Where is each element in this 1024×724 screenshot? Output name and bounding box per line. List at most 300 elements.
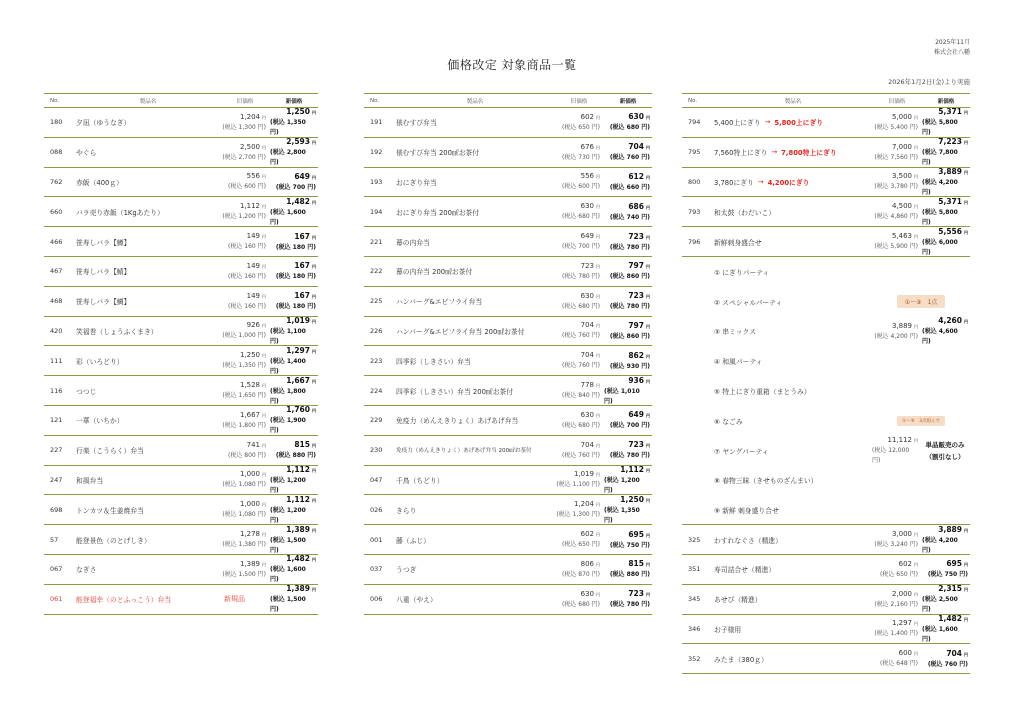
new-price-value: 1,760 (286, 405, 310, 415)
table-row (364, 168, 652, 198)
old-price (574, 469, 600, 480)
product-name (76, 376, 220, 405)
new-price-cell (922, 644, 970, 673)
yen-unit: 円 (262, 234, 266, 240)
new-price-cell (270, 287, 318, 316)
product-no: 223 (370, 356, 383, 365)
product-name-text: 寿司詰合せ（精進） (714, 566, 776, 575)
old-price-cell (220, 227, 270, 256)
yen-unit: 円 (312, 294, 316, 300)
old-price-cell (554, 555, 604, 584)
product-name (396, 495, 554, 524)
old-price-tax: (税込 2,160 円) (874, 600, 918, 608)
new-price (286, 136, 316, 148)
yen-unit: 円 (312, 497, 316, 503)
yen-unit: 円 (312, 587, 316, 593)
yen-unit: 円 (964, 319, 968, 325)
new-price (294, 231, 316, 243)
yen-unit: 円 (262, 293, 266, 299)
old-price-value: 7,000 (891, 142, 912, 151)
new-price-tax: (税込 180 円) (275, 273, 316, 281)
yen-unit: 円 (646, 264, 650, 270)
new-price-tax: (税込 1,900 円) (270, 417, 306, 435)
product-no: 221 (370, 237, 383, 246)
old-price-tax: (税込 780 円) (562, 272, 600, 280)
product-no (682, 257, 714, 287)
old-price-value: 5,463 (891, 232, 912, 241)
product-no: 796 (688, 237, 701, 246)
yen-unit: 円 (646, 592, 650, 598)
old-price (581, 261, 600, 272)
new-price-value: 1,482 (938, 613, 962, 623)
new-price-tax: (税込 860 円) (609, 332, 650, 340)
product-name-text: 笹寿しバラ【鱒】 (76, 238, 131, 247)
product-name (396, 555, 554, 584)
new-price (620, 494, 650, 506)
new-price (286, 315, 316, 327)
new-product-name: 5,800上にぎり (774, 119, 824, 128)
product-no: 047 (370, 475, 383, 484)
product-no (682, 346, 714, 376)
product-name (714, 585, 872, 614)
product-name-text: 3,780にぎり (714, 178, 754, 187)
new-price-value: 1,297 (286, 345, 310, 355)
product-name-text: おにぎり弁当 (396, 178, 437, 187)
product-no: 468 (50, 297, 63, 306)
old-price-cell (220, 585, 270, 614)
old-price-tax: (税込 1,500 円) (222, 570, 266, 578)
old-price-value: 602 (580, 112, 594, 121)
product-name-text: 新鮮刺身盛合せ (714, 238, 762, 247)
product-name-text: 四季彩（しきさい）弁当 200㎖お茶付 (396, 387, 514, 396)
new-price-value: 723 (628, 231, 644, 241)
product-name (76, 525, 220, 554)
old-price (581, 201, 600, 212)
product-name (76, 108, 220, 137)
table-row (364, 317, 652, 347)
new-price-cell (922, 257, 970, 287)
old-price-value: 1,000 (239, 470, 260, 479)
product-name (396, 406, 554, 435)
new-price (946, 648, 968, 660)
yen-unit: 円 (262, 263, 266, 269)
old-price-cell (872, 644, 922, 673)
new-price (938, 196, 968, 208)
new-price-tax: (税込 5,800 円) (922, 119, 958, 137)
new-price-value: 649 (628, 410, 644, 420)
price-table-right (682, 93, 970, 674)
yen-unit: 円 (596, 442, 600, 448)
new-price-tax: (税込 180 円) (275, 243, 316, 251)
product-no (682, 287, 714, 317)
old-price-tax: (税込 7,560 円) (874, 153, 918, 161)
old-price-tax: (税込 1,300 円) (222, 123, 266, 131)
table-row (44, 466, 318, 496)
old-price-tax: (税込 650 円) (562, 541, 600, 549)
new-price (286, 345, 316, 357)
table-row (682, 555, 970, 585)
yen-unit: 円 (312, 378, 316, 384)
table-header (682, 93, 970, 108)
party-row (682, 346, 970, 376)
yen-unit: 円 (262, 383, 266, 389)
old-price (581, 380, 600, 391)
yen-unit: 円 (646, 353, 650, 359)
product-name (76, 406, 220, 435)
new-price-tax: (税込 4,200 円) (922, 536, 958, 554)
new-price-value: 723 (628, 440, 644, 450)
new-price (938, 583, 968, 595)
table-header (364, 93, 652, 108)
old-price-tax: (税込 1,300 円) (556, 511, 600, 519)
product-name-text: あせび（精進） (714, 596, 762, 605)
product-no: 230 (370, 446, 383, 455)
old-price-tax: (税込 1,650 円) (222, 392, 266, 400)
product-no: 352 (688, 654, 701, 663)
new-price-value: 5,371 (938, 107, 962, 117)
new-price (938, 106, 968, 118)
new-price (628, 111, 650, 123)
new-price (294, 260, 316, 272)
yen-unit: 円 (262, 502, 266, 508)
product-no: 229 (370, 416, 383, 425)
new-price-cell (270, 227, 318, 256)
new-price-value: 649 (294, 171, 310, 181)
product-name-text: 幕の内弁当 200㎖お茶付 (396, 268, 473, 277)
new-price-cell (922, 525, 970, 554)
yen-unit: 円 (262, 204, 266, 210)
new-price-value: 612 (628, 171, 644, 181)
new-price-value: 815 (628, 559, 644, 569)
new-product-name: 4,200にぎり (767, 178, 810, 187)
old-price-cell (220, 108, 270, 137)
yen-unit: 円 (312, 234, 316, 240)
new-price-tax: (税込 4,600 円) (922, 328, 958, 346)
new-price-cell (604, 138, 652, 167)
new-price-tax: (税込 1,350 円) (270, 119, 306, 137)
product-name-text: 能登景色（のとげしき） (76, 536, 151, 545)
product-no: 222 (370, 267, 383, 276)
new-price-cell (604, 346, 652, 375)
note-cell (872, 406, 970, 436)
product-no: 111 (50, 356, 63, 365)
new-price-cell (922, 346, 970, 376)
old-price-tax: (税込 840 円) (562, 392, 600, 400)
yen-unit: 円 (914, 532, 918, 538)
old-price-cell (872, 495, 922, 524)
new-price-cell (604, 257, 652, 286)
product-name-text: 免疫力（めんえきりょく）あげあげ弁当 200㎖お茶付 (396, 448, 532, 455)
old-price-value: 1,000 (239, 500, 260, 509)
header-no: No. (370, 97, 380, 104)
old-price-cell (872, 525, 922, 554)
new-price-cell (270, 555, 318, 584)
old-price (247, 171, 266, 182)
product-name-text: 一華（いちか） (76, 417, 124, 426)
new-price-tax: (税込 700 円) (275, 183, 316, 191)
product-name-text: バラ売り赤飯（1Kgあたり） (76, 208, 164, 217)
old-price-value: 806 (580, 559, 594, 568)
old-price-value: 1,389 (239, 559, 260, 568)
product-name-text: わすれなぐさ（精進） (714, 536, 782, 545)
product-name-text: 八重（やえ） (396, 596, 437, 605)
new-price-cell (604, 406, 652, 435)
old-price (240, 499, 266, 510)
header-date-block (934, 38, 970, 58)
table-row (364, 585, 652, 615)
product-no: 225 (370, 297, 383, 306)
table-row (44, 346, 318, 376)
product-no: 420 (50, 326, 63, 335)
table-row (682, 227, 970, 257)
old-price-value: 778 (580, 381, 594, 390)
party-item-name: ⑤ 特上にぎり重箱（まとうみ） (714, 388, 811, 397)
new-price-value: 1,112 (286, 464, 310, 474)
product-name (396, 585, 554, 614)
header-no: No. (50, 97, 60, 104)
product-name-text: うつぎ (396, 566, 417, 575)
product-no: 121 (50, 416, 63, 425)
product-no: 793 (688, 207, 701, 216)
old-price-value: 556 (246, 172, 260, 181)
old-price-cell (554, 495, 604, 524)
yen-unit: 円 (262, 323, 266, 329)
old-price-value: 11,112 (887, 436, 912, 445)
product-name-text: 笹寿しバラ【鯖】 (76, 268, 131, 277)
new-price-tax: (税込 1,200 円) (604, 476, 640, 494)
table-row (682, 525, 970, 555)
header-name: 製品名 (139, 98, 157, 105)
new-price-cell (604, 376, 652, 405)
new-price-value: 167 (294, 261, 310, 271)
new-price-tax: (税込 760 円) (609, 154, 650, 162)
new-price-value: 2,593 (286, 137, 310, 147)
old-price-value: 149 (246, 291, 260, 300)
product-name-text: トンカツ＆生姜焼弁当 (76, 506, 144, 515)
old-price (240, 529, 266, 540)
old-price-value: 1,112 (239, 202, 260, 211)
old-price-value: 741 (246, 440, 260, 449)
old-price (247, 231, 266, 242)
new-price-tax: (税込 780 円) (609, 601, 650, 609)
table-row (364, 466, 652, 496)
product-name (714, 615, 872, 644)
new-price-value: 7,223 (938, 137, 962, 147)
single-sale-label: 単品販売のみ (925, 440, 965, 449)
yen-unit: 円 (964, 229, 968, 235)
product-name-text: 和風弁当 (76, 476, 104, 485)
yen-unit: 円 (596, 263, 600, 269)
new-price-cell (604, 555, 652, 584)
yen-unit: 円 (312, 140, 316, 146)
product-name (396, 227, 554, 256)
new-price (628, 439, 650, 451)
yen-unit: 円 (312, 318, 316, 324)
new-price-tax: (税込 1,100 円) (270, 327, 306, 345)
product-name-text: ハンバーグ&エビフライ弁当 (396, 298, 483, 307)
old-price-value: 2,000 (891, 589, 912, 598)
yen-unit: 円 (914, 323, 918, 329)
new-price-value: 3,889 (938, 167, 962, 176)
old-price-cell (554, 168, 604, 197)
product-name-text: つつじ (76, 387, 97, 396)
yen-unit: 円 (646, 413, 650, 419)
product-no: 116 (50, 386, 63, 395)
yen-unit: 円 (312, 264, 316, 270)
new-price-tax: (税込 860 円) (609, 273, 650, 281)
yen-unit: 円 (596, 532, 600, 538)
product-name (396, 108, 554, 137)
yen-unit: 円 (262, 174, 266, 180)
old-price (247, 320, 266, 331)
new-price-cell (270, 138, 318, 167)
old-price-tax: (税込 600 円) (228, 183, 266, 191)
yen-unit: 円 (596, 472, 600, 478)
product-name (714, 525, 872, 554)
yen-unit: 円 (646, 294, 650, 300)
yen-unit: 円 (596, 353, 600, 359)
old-price (581, 231, 600, 242)
product-name (714, 138, 872, 167)
new-price (286, 106, 316, 118)
old-price-cell (872, 168, 922, 197)
product-name-text: 行楽（こうらく）弁当 (76, 447, 144, 456)
old-price-cell (872, 108, 922, 137)
product-name (76, 436, 220, 465)
old-price-tax: (税込 760 円) (562, 362, 600, 370)
party-item-name: ⑧ 春物三昧（きせものざんまい） (714, 477, 818, 486)
old-price (240, 380, 266, 391)
product-name (396, 257, 554, 286)
old-price-cell (872, 585, 922, 614)
old-price-cell (554, 466, 604, 495)
effective-date: 2026年1月2日(金)より実施 (888, 78, 970, 86)
new-price-value: 797 (628, 320, 644, 330)
yen-unit: 円 (312, 527, 316, 533)
old-price-cell (220, 525, 270, 554)
new-price-value: 3,889 (938, 524, 962, 534)
yen-unit: 円 (312, 110, 316, 116)
product-name-text: 和太鼓（わだいこ） (714, 208, 776, 217)
new-price-tax: (税込 7,800 円) (922, 149, 958, 167)
table-row (44, 555, 318, 585)
old-price-tax: (税込 1,200 円) (222, 213, 266, 221)
table-row (682, 138, 970, 168)
old-price (581, 171, 600, 182)
new-price-tax: (税込 1,350 円) (604, 506, 640, 524)
product-name (396, 168, 554, 197)
new-price-cell (604, 436, 652, 465)
new-price-tax: (税込 740 円) (609, 213, 650, 221)
old-price (581, 440, 600, 451)
yen-unit: 円 (312, 348, 316, 354)
old-price-tax: (税込 700 円) (562, 243, 600, 251)
old-price-cell (220, 376, 270, 405)
new-price (294, 290, 316, 302)
new-price-tax: (税込 780 円) (609, 303, 650, 311)
old-price-value: 630 (580, 291, 594, 300)
yen-unit: 円 (596, 412, 600, 418)
new-price (628, 231, 650, 243)
party-item-name: ⑥ なごみ (714, 417, 743, 426)
old-price-value: 1,297 (891, 619, 912, 628)
yen-unit: 円 (646, 204, 650, 210)
yen-unit: 円 (596, 174, 600, 180)
old-price-cell (220, 257, 270, 286)
arrow-icon: → (771, 148, 778, 157)
new-price-cell (922, 317, 970, 347)
new-price-tax: (税込 1,200 円) (270, 476, 306, 494)
new-price-tax: (税込 700 円) (609, 422, 650, 430)
new-price-cell (604, 197, 652, 226)
old-price-tax: (税込 760 円) (562, 332, 600, 340)
product-no: 351 (688, 565, 701, 574)
new-price (286, 553, 316, 565)
new-price-tax: (税込 930 円) (609, 362, 650, 370)
old-price (581, 350, 600, 361)
new-price-cell (922, 585, 970, 614)
new-price-cell (270, 317, 318, 346)
new-price-tax: (税込 780 円) (609, 452, 650, 460)
product-no: 794 (688, 118, 701, 127)
yen-unit: 円 (312, 174, 316, 180)
old-price (899, 648, 918, 659)
yen-unit: 円 (646, 378, 650, 384)
old-price-cell (554, 138, 604, 167)
yen-unit: 円 (646, 174, 650, 180)
new-price-value: 815 (294, 440, 310, 450)
old-price (892, 112, 918, 123)
old-price-cell (220, 317, 270, 346)
table-row (44, 197, 318, 227)
yen-unit: 円 (262, 561, 266, 567)
party-row (682, 436, 970, 466)
old-price (581, 142, 600, 153)
product-name-text: 能登福幸（のとふっこう）弁当 (76, 596, 172, 605)
new-price-value: 630 (628, 112, 644, 122)
product-no: 467 (50, 267, 63, 276)
table-row (364, 406, 652, 436)
new-price-value: 167 (294, 291, 310, 301)
new-price (620, 464, 650, 476)
old-price-cell (554, 525, 604, 554)
table-row (364, 555, 652, 585)
party-item-name: ② スペシャルパーティ (714, 298, 783, 307)
table-row (682, 168, 970, 198)
product-name (396, 287, 554, 316)
new-price-tax: (税込 760 円) (927, 660, 968, 668)
issue-date: 2025年11月 (935, 39, 970, 46)
new-price (286, 404, 316, 416)
old-price-tax: (税込 680 円) (562, 600, 600, 608)
old-price-cell (872, 257, 922, 287)
product-name (714, 168, 872, 197)
new-price (286, 524, 316, 536)
product-no: 698 (50, 505, 63, 514)
header-new: 新価格 (619, 98, 637, 105)
table-row (364, 227, 652, 257)
new-price-cell (270, 436, 318, 465)
yen-unit: 円 (646, 532, 650, 538)
old-price-tax: (税込 160 円) (228, 302, 266, 310)
table-row (44, 138, 318, 168)
old-price (892, 589, 918, 600)
product-name (76, 257, 220, 286)
new-price-cell (604, 317, 652, 346)
old-price-cell (220, 197, 270, 226)
yen-unit: 円 (914, 174, 918, 180)
yen-unit: 円 (964, 110, 968, 116)
